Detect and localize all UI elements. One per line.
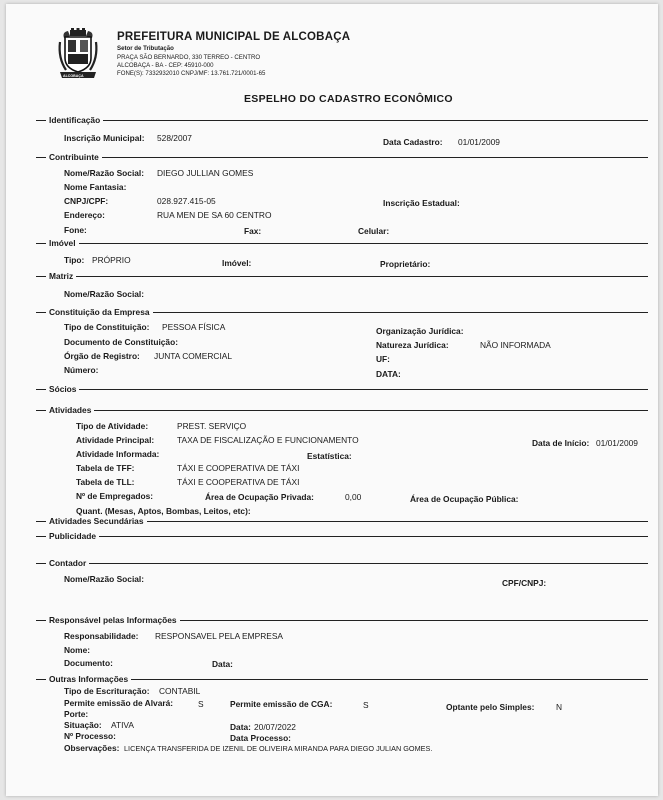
label-proprietario: Proprietário: xyxy=(380,259,431,269)
value-cnpj: 028.927.415-05 xyxy=(157,196,216,206)
value-observacoes: LICENÇA TRANSFERIDA DE IZENIL DE OLIVEIRA MIRANDA PARA DIEGO JULIAN GOMES. xyxy=(124,744,433,753)
label-empregados: Nº de Empregados: xyxy=(76,491,154,501)
value-orgao: JUNTA COMERCIAL xyxy=(154,351,233,361)
value-endereco: RUA MEN DE SA 60 CENTRO xyxy=(157,210,272,220)
label-responsabilidade: Responsabilidade: xyxy=(64,631,139,641)
value-tabela-tff: TÁXI E COOPERATIVA DE TÁXI xyxy=(177,463,300,473)
coat-of-arms-logo xyxy=(56,28,100,80)
value-data-cadastro: 01/01/2009 xyxy=(458,137,500,147)
section-identificacao: Identificação xyxy=(36,115,648,125)
label-processo: Nº Processo: xyxy=(64,731,116,741)
section-socios: Sócios xyxy=(36,384,648,394)
org-name: PREFEITURA MUNICIPAL DE ALCOBAÇA xyxy=(117,31,351,43)
value-tipo-constituicao: PESSOA FÍSICA xyxy=(162,322,226,332)
value-situacao: ATIVA xyxy=(111,720,134,730)
label-tabela-tff: Tabela de TFF: xyxy=(76,463,135,473)
label-inscricao: Inscrição Municipal: xyxy=(64,133,145,143)
label-fantasia: Nome Fantasia: xyxy=(64,182,127,192)
label-observacoes: Observações: xyxy=(64,743,120,753)
label-area-publica: Área de Ocupação Pública: xyxy=(410,494,519,504)
section-imovel: Imóvel xyxy=(36,238,648,248)
org-address: PRAÇA SÃO BERNARDO, 330 TERREO - CENTRO xyxy=(117,54,261,61)
label-natureza: Natureza Jurídica: xyxy=(376,340,449,350)
label-fax: Fax: xyxy=(244,226,262,236)
label-tipo-imovel: Tipo: xyxy=(64,255,85,265)
label-fone: Fone: xyxy=(64,225,87,235)
label-documento-constituicao: Documento de Constituição: xyxy=(64,337,178,347)
label-uf: UF: xyxy=(376,354,390,364)
label-escrituracao: Tipo de Escrituração: xyxy=(64,686,150,696)
value-tipo-imovel: PRÓPRIO xyxy=(92,255,131,265)
section-contribuinte: Contribuinte xyxy=(36,152,648,162)
label-endereco: Endereço: xyxy=(64,210,105,220)
label-imovel: Imóvel: xyxy=(222,258,252,268)
value-escrituracao: CONTABIL xyxy=(159,686,201,696)
section-contador: Contador xyxy=(36,558,648,568)
label-tabela-tll: Tabela de TLL: xyxy=(76,477,135,487)
value-tabela-tll: TÁXI E COOPERATIVA DE TÁXI xyxy=(177,477,300,487)
label-numero: Número: xyxy=(64,365,99,375)
label-situacao-data: Data: xyxy=(230,722,251,732)
label-data-constituicao: DATA: xyxy=(376,369,401,379)
label-estatistica: Estatística: xyxy=(307,451,352,461)
label-responsavel-data: Data: xyxy=(212,659,233,669)
label-orgao: Órgão de Registro: xyxy=(64,351,140,361)
value-atividade-principal: TAXA DE FISCALIZAÇÃO E FUNCIONAMENTO xyxy=(177,435,359,445)
label-porte: Porte: xyxy=(64,709,89,719)
section-outras: Outras Informações xyxy=(36,674,648,684)
label-cga: Permite emissão de CGA: xyxy=(230,699,333,709)
value-tipo-atividade: PREST. SERVIÇO xyxy=(177,421,247,431)
label-area-privada: Área de Ocupação Privada: xyxy=(205,492,314,502)
value-nome: DIEGO JULLIAN GOMES xyxy=(157,168,254,178)
section-atividades-secundarias: Atividades Secundárias xyxy=(36,516,648,526)
document-title: ESPELHO DO CADASTRO ECONÔMICO xyxy=(244,93,453,105)
label-situacao: Situação: xyxy=(64,720,102,730)
org-phone-cnpj: FONE(S): 7332932010 CNPJ/MF: 13.761.721/0001-65 xyxy=(117,70,266,77)
value-responsabilidade: RESPONSAVEL PELA EMPRESA xyxy=(155,631,283,641)
section-publicidade: Publicidade xyxy=(36,531,648,541)
label-data-processo: Data Processo: xyxy=(230,733,291,743)
label-tipo-constituicao: Tipo de Constituição: xyxy=(64,322,150,332)
label-quantidades: Quant. (Mesas, Aptos, Bombas, Leitos, etc): xyxy=(76,506,251,516)
label-atividade-informada: Atividade Informada: xyxy=(76,449,160,459)
org-sector: Setor de Tributação xyxy=(117,45,174,52)
label-responsavel-nome: Nome: xyxy=(64,645,91,655)
label-alvara: Permite emissão de Alvará: xyxy=(64,698,174,708)
value-inscricao: 528/2007 xyxy=(157,133,192,143)
org-city: ALCOBAÇA - BA - CEP: 45910-000 xyxy=(117,62,214,69)
label-contador-nome: Nome/Razão Social: xyxy=(64,574,145,584)
logo-ribbon-text: ALCOBAÇA xyxy=(63,74,84,78)
label-simples: Optante pelo Simples: xyxy=(446,702,535,712)
section-constituicao: Constituição da Empresa xyxy=(36,307,648,317)
label-cnpj: CNPJ/CPF: xyxy=(64,196,109,206)
label-celular: Celular: xyxy=(358,226,390,236)
value-data-inicio: 01/01/2009 xyxy=(596,438,638,448)
label-data-cadastro: Data Cadastro: xyxy=(383,137,443,147)
label-matriz-nome: Nome/Razão Social: xyxy=(64,289,145,299)
value-alvara: S xyxy=(198,699,204,709)
value-area-privada: 0,00 xyxy=(345,492,362,502)
label-responsavel-documento: Documento: xyxy=(64,658,113,668)
label-data-inicio: Data de Início: xyxy=(532,438,590,448)
label-nome: Nome/Razão Social: xyxy=(64,168,145,178)
section-matriz: Matriz xyxy=(36,271,648,281)
label-org-juridica: Organização Jurídica: xyxy=(376,326,464,336)
value-situacao-data: 20/07/2022 xyxy=(254,722,296,732)
label-inscricao-estadual: Inscrição Estadual: xyxy=(383,198,460,208)
value-simples: N xyxy=(556,702,563,712)
label-tipo-atividade: Tipo de Atividade: xyxy=(76,421,149,431)
value-cga: S xyxy=(363,700,369,710)
label-atividade-principal: Atividade Principal: xyxy=(76,435,155,445)
section-atividades: Atividades xyxy=(36,405,648,415)
value-natureza: NÃO INFORMADA xyxy=(480,340,551,350)
section-responsavel: Responsável pelas Informações xyxy=(36,615,648,625)
label-contador-cpf: CPF/CNPJ: xyxy=(502,578,547,588)
